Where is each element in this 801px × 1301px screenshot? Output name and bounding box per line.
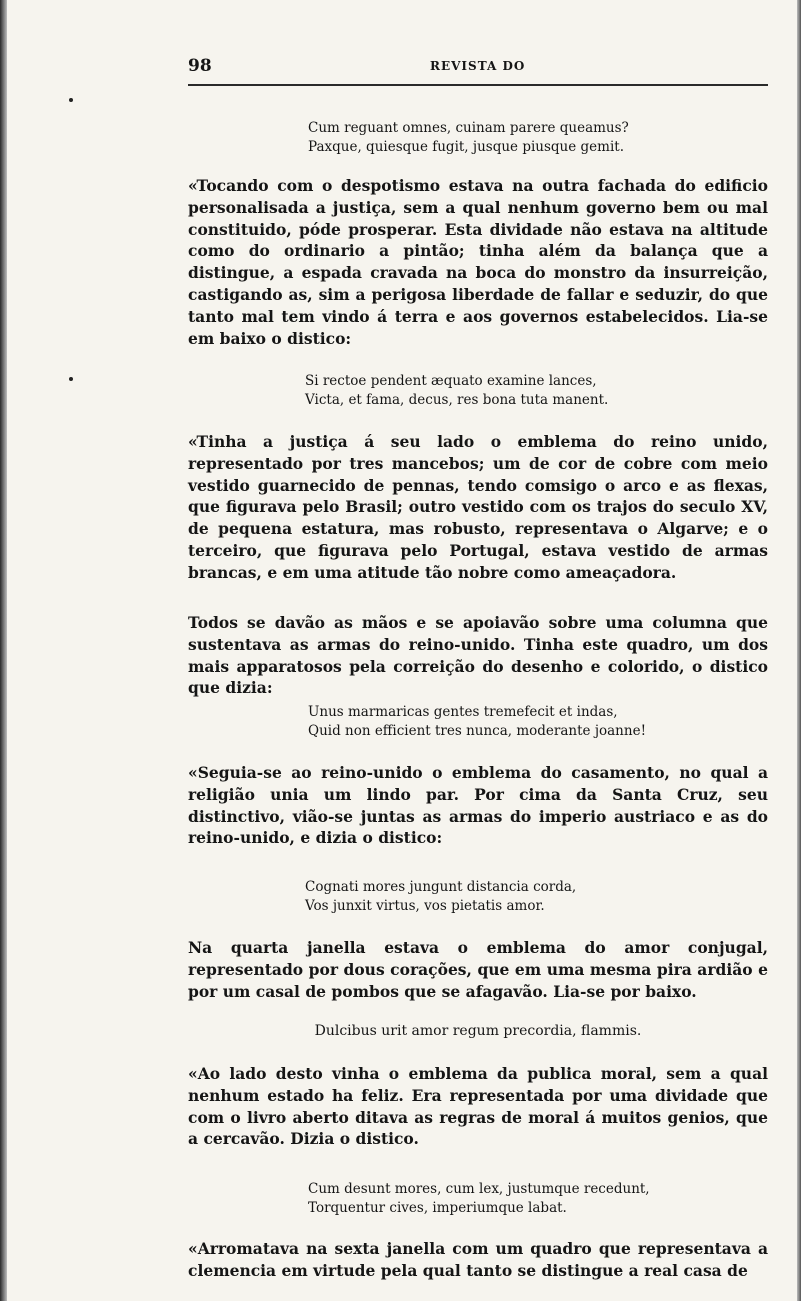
paragraph-amor-conjugal: Na quarta janella estava o emblema do amor conjugal, representado por dous corações, que em uma mesma pira ardião e por um casal de pombos que se afagavão. Lia-se por baixo.: [188, 938, 768, 1001]
scan-speck: [69, 377, 73, 381]
page-right-edge: [797, 0, 801, 1301]
scan-speck: [69, 98, 73, 102]
verse-1: Cum reguant omnes, cuinam parere queamus? Paxque, quiesque fugit, jusque piusque gemit.: [308, 120, 629, 155]
running-title: REVISTA DO: [430, 59, 526, 73]
verse-2: Si rectoe pendent æquato examine lances, Victa, et fama, decus, res bona tuta manent.: [305, 373, 609, 408]
header-rule: [188, 84, 768, 86]
verse-6: Cum desunt mores, cum lex, justumque recedunt, Torquentur cives, imperiumque labat.: [308, 1181, 650, 1216]
verse-5: Dulcibus urit amor regum precordia, flammis.: [314, 1023, 642, 1039]
verse-3: Unus marmaricas gentes tremefecit et indas, Quid non efficient tres nunca, moderante joanne!: [308, 704, 646, 739]
verse-4: Cognati mores jungunt distancia corda, Vos junxit virtus, vos pietatis amor.: [305, 879, 577, 914]
page-binding-edge: [0, 0, 7, 1301]
paragraph-reino-unido: «Tinha a justiça á seu lado o emblema do reino unido, representado por tres mancebos; um de cor de cobre com meio vestido guarnecido de pennas, tendo comsigo o arco e as flexas, que figurava pelo Brasil; outro vestido com os trajos do seculo XV, de pequena estatura, mas robusto, representava o Algarve; e o terceiro, que figurava pelo Portugal, estava vestido de armas brancas, e em uma atitude tão nobre como ameaçadora.: [188, 432, 768, 582]
paragraph-quadro: Todos se davão as mãos e se apoiavão sobre uma columna que sustentava as armas do reino-unido. Tinha este quadro, um dos mais apparatosos pela correição do desenho e colorido, o distico que dizia:: [188, 613, 768, 698]
paragraph-justica: «Tocando com o despotismo estava na outra fachada do edificio personalisada a justiça, sem a qual nenhum governo bem ou mal constituido, póde prosperar. Esta dividade não estava na altitude como do ordinario a pintão; tinha além da balança que a distingue, a espada cravada na boca do monstro da insurreição, castigando as, sim a perigosa liberdade de fallar e seduzir, do que tanto mal tem vindo á terra e aos governos estabelecidos. Lia-se em baixo o distico:: [188, 176, 768, 348]
paragraph-casamento: «Seguia-se ao reino-unido o emblema do casamento, no qual a religião unia um lindo par. Por cima da Santa Cruz, seu distinctivo, vião-se juntas as armas do imperio austriaco e as do reino-unido, e dizia o distico:: [188, 763, 768, 848]
page-number: 98: [188, 56, 212, 76]
page-header: [188, 56, 768, 80]
paragraph-publica-moral: «Ao lado desto vinha o emblema da publica moral, sem a qual nenhum estado ha feliz. Era representada por uma dividade que com o livro aberto ditava as regras de moral á muitos genios, que a cercavão. Dizia o distico.: [188, 1064, 768, 1149]
paragraph-clemencia: «Arromatava na sexta janella com um quadro que representava a clemencia em virtude pela qual tanto se distingue a real casa de: [188, 1239, 768, 1280]
